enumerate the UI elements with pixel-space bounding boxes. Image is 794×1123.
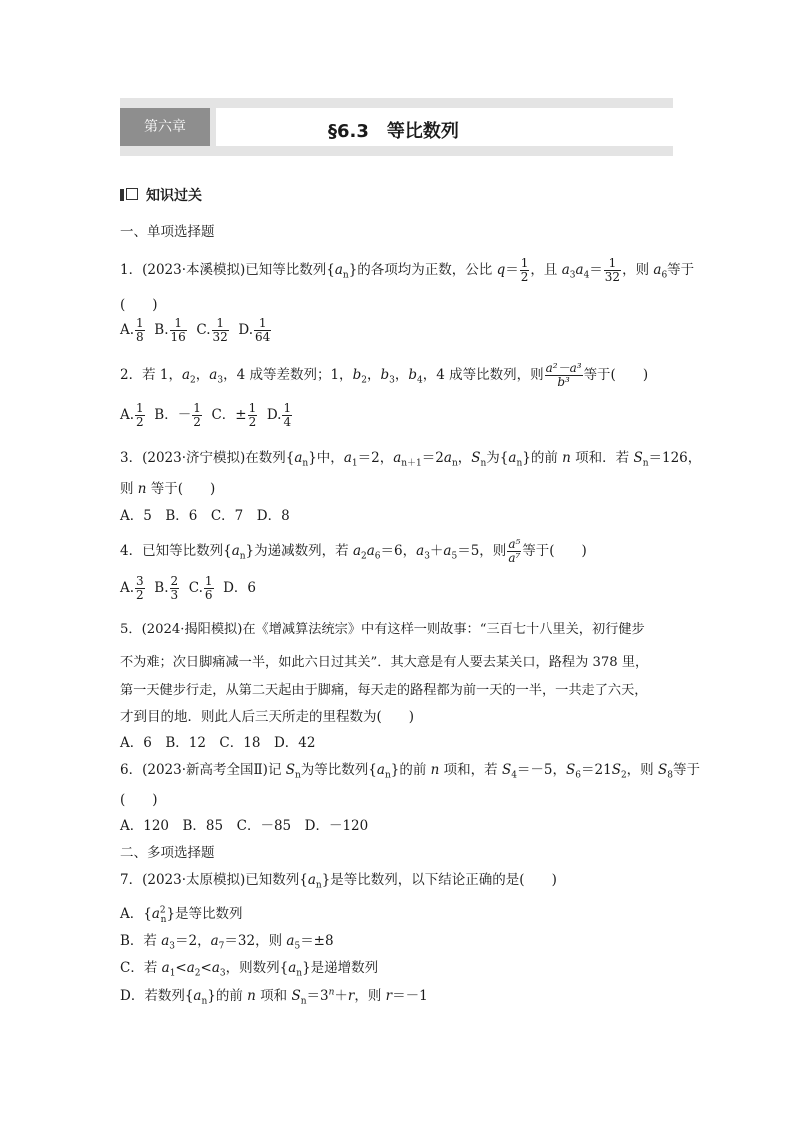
part-single-choice: 一、单项选择题: [120, 224, 215, 240]
question-6-paren: ( ): [120, 792, 158, 808]
question-3-line2: 则 n 等于( ): [120, 481, 216, 497]
part-multiple-choice: 二、多项选择题: [120, 845, 215, 861]
question-3-options: A．5 B．6 C．7 D．8: [120, 508, 290, 524]
question-2: 2．若 1，$a_2$，$a_3$，4 成等差数列；1，$b_2$，$b_3$，$b_4$，4 成等比数列，则 $\frac{\text{a²－a³}}{\text{b³}}$ 等于( ): [120, 361, 649, 389]
fraction: $\frac{1}{32}$: [604, 256, 621, 284]
question-1-paren: ( ): [120, 297, 158, 313]
fraction: $\frac{\text{a⁵}}{\text{a⁷}}$: [508, 537, 521, 565]
question-4: 4．已知等比数列$\{a_n\}$为递减数列，若 $a_2a_6=6$，$a_3+a_5=5$，则 $\frac{\text{a⁵}}{\text{a⁷}}$ 等于( ): [120, 537, 587, 565]
page-title: §6.3 等比数列: [328, 121, 459, 142]
section-heading: [120, 185, 202, 205]
question-7-option-b: B．若 $a_3=2$，$a_7=32$，则 $a_5=\pm 8$: [120, 933, 334, 952]
checklist-icon: [120, 188, 140, 202]
question-7-option-c: C．若 $a_1<a_2<a_3$，则数列$\{a_n\}$是递增数列: [120, 960, 379, 979]
question-6: 6．(2023·新高考全国Ⅱ)记 $S_n$为等比数列$\{a_n\}$的前 n 项和，若 $S_4=-5$，$S_6=21S_2$，则 $S_8$等于: [120, 762, 700, 781]
fraction: $\frac{\text{a²－a³}}{\text{b³}}$: [545, 361, 582, 389]
question-6-options: A．120 B．85 C．－85 D．－120: [120, 818, 369, 834]
question-5-line3: 第一天健步行走，从第二天起由于脚痛，每天走的路程都为前一天的一半，一共走了六天，: [120, 683, 648, 698]
question-7: 7．(2023·太原模拟)已知数列$\{a_n\}$是等比数列，以下结论正确的是( ): [120, 872, 557, 891]
question-1: 1．(2023·本溪模拟)已知等比数列$\{a_n\}$的各项均为正数，公比 q＝ $\frac{1}{2}$ ，且 $a_3a_4=$ $\frac{1}{32}$ ，则 $a_6$等于: [120, 256, 695, 284]
question-5-line2: 不为难；次日脚痛减一半，如此六日过其关”．其大意是有人要去某关口，路程为 378 里，: [120, 655, 649, 670]
section-title: 知识过关: [146, 188, 202, 204]
question-5-line1: 5．(2024·揭阳模拟)在《增减算法统宗》中有这样一则故事：“三百七十八里关，初行健步: [120, 622, 645, 637]
question-1-options: A. $\frac{1}{8}$ B. $\frac{1}{16}$ C. $\frac{1}{32}$ D. $\frac{1}{64}$: [120, 316, 271, 344]
question-4-options: A. $\frac{3}{2}$ B. $\frac{2}{3}$ C. $\frac{1}{6}$ D．6: [120, 574, 257, 602]
question-7-option-a: A．$\{a^2_n\}$是等比数列: [120, 905, 243, 925]
chapter-label: 第六章: [120, 108, 210, 146]
question-3: 3．(2023·济宁模拟)在数列$\{a_n\}$中，$a_1=2$，$a_{n+1}=2a_n$，$S_n$为$\{a_n\}$的前 n 项和．若 $S_n=126$，: [120, 450, 702, 469]
question-5-line4: 才到目的地．则此人后三天所走的里程数为( ): [120, 709, 415, 725]
question-7-option-d: D．若数列$\{a_n\}$的前 n 项和 $S_n=3^n+r$，则 r＝－1: [120, 987, 428, 1007]
question-2-options: A. $\frac{1}{2}$ B．－ $\frac{1}{2}$ C．± $\frac{1}{2}$ D. $\frac{1}{4}$: [120, 401, 292, 429]
question-5-options: A．6 B．12 C．18 D．42: [120, 735, 316, 751]
fraction: $\frac{1}{2}$: [520, 256, 529, 284]
